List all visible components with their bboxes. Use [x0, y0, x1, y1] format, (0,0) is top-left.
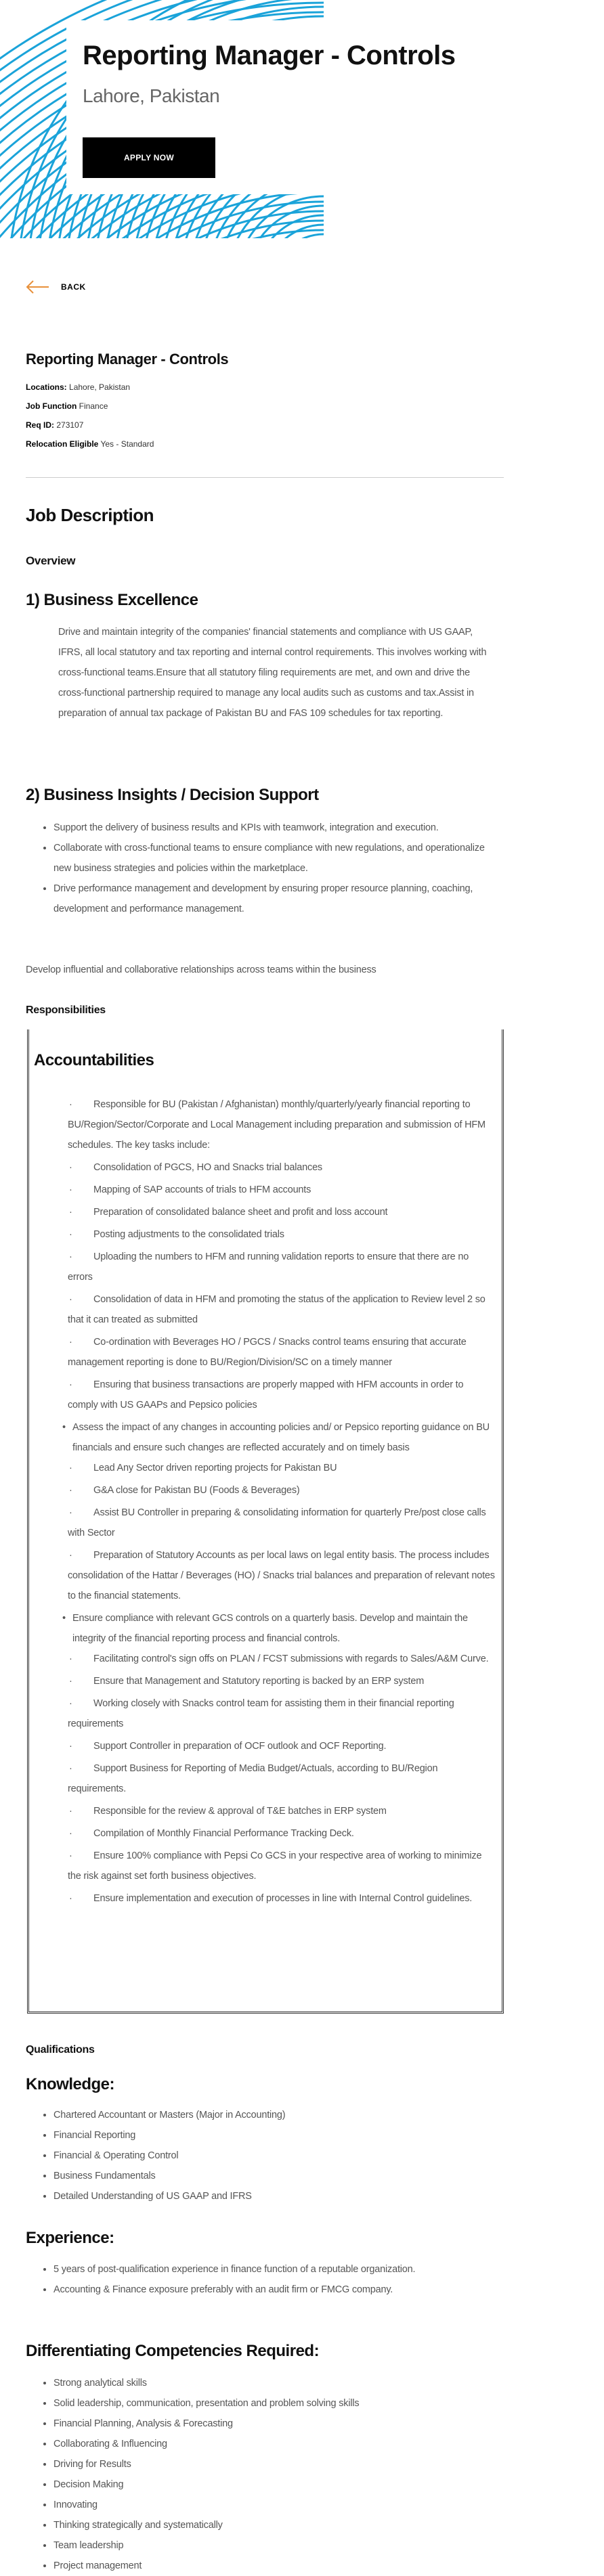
accountability-text: Uploading the numbers to HFM and running validation reports to ensure that there are no errors [68, 1251, 469, 1283]
accountability-text: Ensure 100% compliance with Pepsi Co GCS in your respective area of working to minimize the risk against set forth business objectives. [68, 1850, 482, 1882]
job-description-heading: Job Description [26, 505, 154, 525]
list-item: • Collaborate with cross-functional teams to ensure compliance with new regulations, and operationalize new business strategies and policies within the marketplace. [53, 838, 500, 879]
dot-marker: · [69, 1162, 72, 1173]
accountability-text: Consolidation of data in HFM and promoting the status of the application to Review level 2 so that it can treated as submitted [68, 1294, 486, 1325]
accountability-subitem [68, 1289, 496, 1330]
accountability-subitem [68, 1094, 496, 1155]
meta-req-id [26, 420, 83, 430]
list-item: • Team leadership [53, 2535, 500, 2556]
list-item: • Decision Making [53, 2474, 500, 2495]
meta-label: Job Function [26, 401, 77, 411]
accountability-text: Working closely with Snacks control team for assisting them in their financial reporting requirements [68, 1698, 454, 1729]
dot-marker: · [69, 1507, 72, 1518]
meta-label: Locations: [26, 382, 67, 392]
accountability-text: Compilation of Monthly Financial Performance Tracking Deck. [93, 1828, 354, 1839]
dot-marker: · [69, 1806, 72, 1817]
knowledge-list [26, 2105, 500, 2206]
list-item: • Accounting & Finance exposure preferably with an audit firm or FMCG company. [53, 2280, 500, 2300]
meta-label: Relocation Eligible [26, 439, 99, 449]
accountability-text: Ensure implementation and execution of processes in line with Internal Control guidelines. [93, 1893, 473, 1904]
list-item: • Support the delivery of business results and KPIs with teamwork, integration and execution. [53, 818, 500, 838]
list-item: • Financial Reporting [53, 2125, 500, 2146]
dot-marker: · [69, 1653, 72, 1664]
dot-marker: · [69, 1741, 72, 1752]
list-item: • Driving for Results [53, 2454, 500, 2474]
apply-now-label: APPLY NOW [123, 153, 175, 162]
list-item: • Detailed Understanding of US GAAP and IFRS [53, 2186, 500, 2206]
arc-line [264, 225, 383, 238]
accountability-text: Preparation of Statutory Accounts as per local laws on legal entity basis. The process includes consolidation of the Hattar / Beverages (HO) / Snacks trial balances and preparation of relevant notes to the financial statements. [68, 1550, 495, 1601]
accountability-subitem [68, 1224, 496, 1245]
accountability-text: Posting adjustments to the consolidated trials [93, 1229, 284, 1240]
accountability-subitem [68, 1801, 496, 1821]
accountability-text: Support Controller in preparation of OCF outlook and OCF Reporting. [93, 1741, 387, 1752]
dot-marker: · [69, 1550, 72, 1561]
accountability-subitem [68, 1758, 496, 1799]
back-link[interactable] [26, 279, 86, 295]
dot-marker: · [69, 1485, 72, 1496]
dot-marker: · [69, 1251, 72, 1262]
accountability-bullet [62, 1417, 496, 1458]
dot-marker: · [69, 1850, 72, 1861]
accountability-text: Consolidation of PGCS, HO and Snacks trial balances [93, 1162, 322, 1173]
accountability-text: Support Business for Reporting of Media Budget/Actuals, according to BU/Region requirements. [68, 1763, 438, 1794]
accountability-text: Facilitating control's sign offs on PLAN / FCST submissions with regards to Sales/A&M Curve. [93, 1653, 489, 1664]
list-item: • Strong analytical skills [53, 2373, 500, 2393]
list-item: • Solid leadership, communication, presentation and problem solving skills [53, 2393, 500, 2414]
accountability-text: Responsible for the review & approval of T&E batches in ERP system [93, 1806, 387, 1817]
accountability-bullet [62, 1608, 496, 1649]
list-item: • Thinking strategically and systematically [53, 2515, 500, 2535]
accountability-subitem [68, 1545, 496, 1606]
accountability-subitem [68, 1649, 496, 1669]
business-insights-list [26, 818, 500, 919]
accountability-text: Assist BU Controller in preparing & consolidating information for quarterly Pre/post close calls with Sector [68, 1507, 486, 1538]
list-item: • Business Fundamentals [53, 2166, 500, 2186]
accountability-subitem [68, 1247, 496, 1287]
accountability-subitem [68, 1846, 496, 1886]
dot-marker: · [69, 1698, 72, 1709]
meta-job-function [26, 401, 108, 411]
dot-marker: · [69, 1828, 72, 1839]
dot-marker: · [69, 1337, 72, 1348]
accountabilities-list [62, 1094, 496, 1911]
business-excellence-text: Drive and maintain integrity of the companies' financial statements and compliance with US GAAP, IFRS, all local statutory and tax reporting and internal control requirements. This involves working with cross-functional teams.Ensure that all statutory filing requirements are met, and own and drive the cross-functional partnership required to manage any local audits such as customs and tax.Assist in preparation of annual tax package of Pakistan BU and FAS 109 schedules for tax reporting. [58, 627, 487, 719]
meta-value: 273107 [56, 420, 84, 430]
divider [26, 477, 504, 478]
experience-heading: Experience: [26, 2229, 114, 2247]
accountability-text: Assess the impact of any changes in accounting policies and/ or Pepsico reporting guidance on BU financials and ensure such changes are reflected accurately and on timely basis [72, 1422, 490, 1453]
meta-locations [26, 382, 130, 392]
hero-banner [0, 0, 604, 238]
dot-marker: · [69, 1099, 72, 1110]
accountability-text: Co-ordination with Beverages HO / PGCS / Snacks control teams ensuring that accurate management reporting is done to BU/Region/Division/SC on a timely manner [68, 1337, 467, 1368]
accountability-subitem [68, 1888, 496, 1909]
dot-marker: · [69, 1294, 72, 1305]
meta-value: Lahore, Pakistan [69, 382, 131, 392]
accountability-text: Ensure compliance with relevant GCS controls on a quarterly basis. Develop and maintain the integrity of the financial reporting process and financial controls. [72, 1613, 468, 1644]
meta-relocation [26, 439, 154, 449]
accountability-subitem [68, 1157, 496, 1178]
qualifications-heading: Qualifications [26, 2044, 95, 2056]
overview-heading: Overview [26, 554, 76, 567]
hero-location: Lahore, Pakistan [83, 85, 220, 106]
accountability-subitem [68, 1823, 496, 1844]
accountability-text: Mapping of SAP accounts of trials to HFM accounts [93, 1184, 311, 1195]
accountability-subitem [68, 1332, 496, 1373]
dot-marker: · [69, 1676, 72, 1687]
accountability-text: Ensure that Management and Statutory reporting is backed by an ERP system [93, 1676, 425, 1687]
apply-now-button[interactable] [83, 137, 215, 178]
experience-list [26, 2259, 500, 2300]
accountability-subitem [68, 1503, 496, 1543]
list-item: • Project management [53, 2556, 500, 2576]
responsibilities-heading: Responsibilities [26, 1004, 106, 1016]
dot-marker: · [69, 1763, 72, 1774]
bullet-marker: • [62, 1613, 66, 1624]
accountability-text: G&A close for Pakistan BU (Foods & Beverages) [93, 1485, 300, 1496]
meta-value: Finance [79, 401, 108, 411]
arrow-left-icon [26, 279, 50, 295]
list-item: • Financial & Operating Control [53, 2146, 500, 2166]
dot-marker: · [69, 1229, 72, 1240]
accountabilities-heading: Accountabilities [34, 1051, 154, 1069]
back-label: BACK [61, 282, 86, 292]
list-item: • Chartered Accountant or Masters (Major in Accounting) [53, 2105, 500, 2125]
bullet-marker: • [62, 1422, 66, 1433]
knowledge-heading: Knowledge: [26, 2075, 114, 2093]
accountability-text: Lead Any Sector driven reporting projects for Pakistan BU [93, 1463, 337, 1473]
accountability-subitem [68, 1736, 496, 1756]
accountability-subitem [68, 1671, 496, 1691]
accountability-subitem [68, 1202, 496, 1222]
dot-marker: · [69, 1184, 72, 1195]
business-insights-heading: 2) Business Insights / Decision Support [26, 786, 319, 804]
meta-value: Yes - Standard [100, 439, 154, 449]
list-item: • 5 years of post-qualification experience in finance function of a reputable organization. [53, 2259, 500, 2280]
dot-marker: · [69, 1207, 72, 1218]
dot-marker: · [69, 1463, 72, 1473]
list-item: • Innovating [53, 2495, 500, 2515]
dot-marker: · [69, 1379, 72, 1390]
hero-job-title: Reporting Manager - Controls [83, 41, 456, 70]
competencies-list [26, 2373, 500, 2576]
list-item: • Financial Planning, Analysis & Forecasting [53, 2414, 500, 2434]
accountability-text: Responsible for BU (Pakistan / Afghanistan) monthly/quarterly/yearly financial reporting to BU/Region/Sector/Corporate and Local Management including preparation and submission of HFM schedules. The key tasks include: [68, 1099, 486, 1151]
accountability-text: Preparation of consolidated balance sheet and profit and loss account [93, 1207, 388, 1218]
business-insights-closing: Develop influential and collaborative relationships across teams within the business [26, 964, 376, 975]
list-item: • Collaborating & Influencing [53, 2434, 500, 2454]
accountability-text: Ensuring that business transactions are properly mapped with HFM accounts in order to comply with US GAAPs and Pepsico policies [68, 1379, 464, 1411]
accountability-subitem [68, 1693, 496, 1734]
accountability-subitem [68, 1480, 496, 1501]
accountability-subitem [68, 1180, 496, 1200]
accountability-subitem [68, 1458, 496, 1478]
business-excellence-heading: 1) Business Excellence [26, 591, 198, 609]
job-title: Reporting Manager - Controls [26, 351, 229, 368]
accountabilities-box [27, 1029, 504, 2014]
meta-label: Req ID: [26, 420, 54, 430]
dot-marker: · [69, 1893, 72, 1904]
competencies-heading: Differentiating Competencies Required: [26, 2342, 320, 2360]
list-item: • Drive performance management and development by ensuring proper resource planning, coaching, development and performance management. [53, 879, 500, 919]
accountability-subitem [68, 1375, 496, 1415]
